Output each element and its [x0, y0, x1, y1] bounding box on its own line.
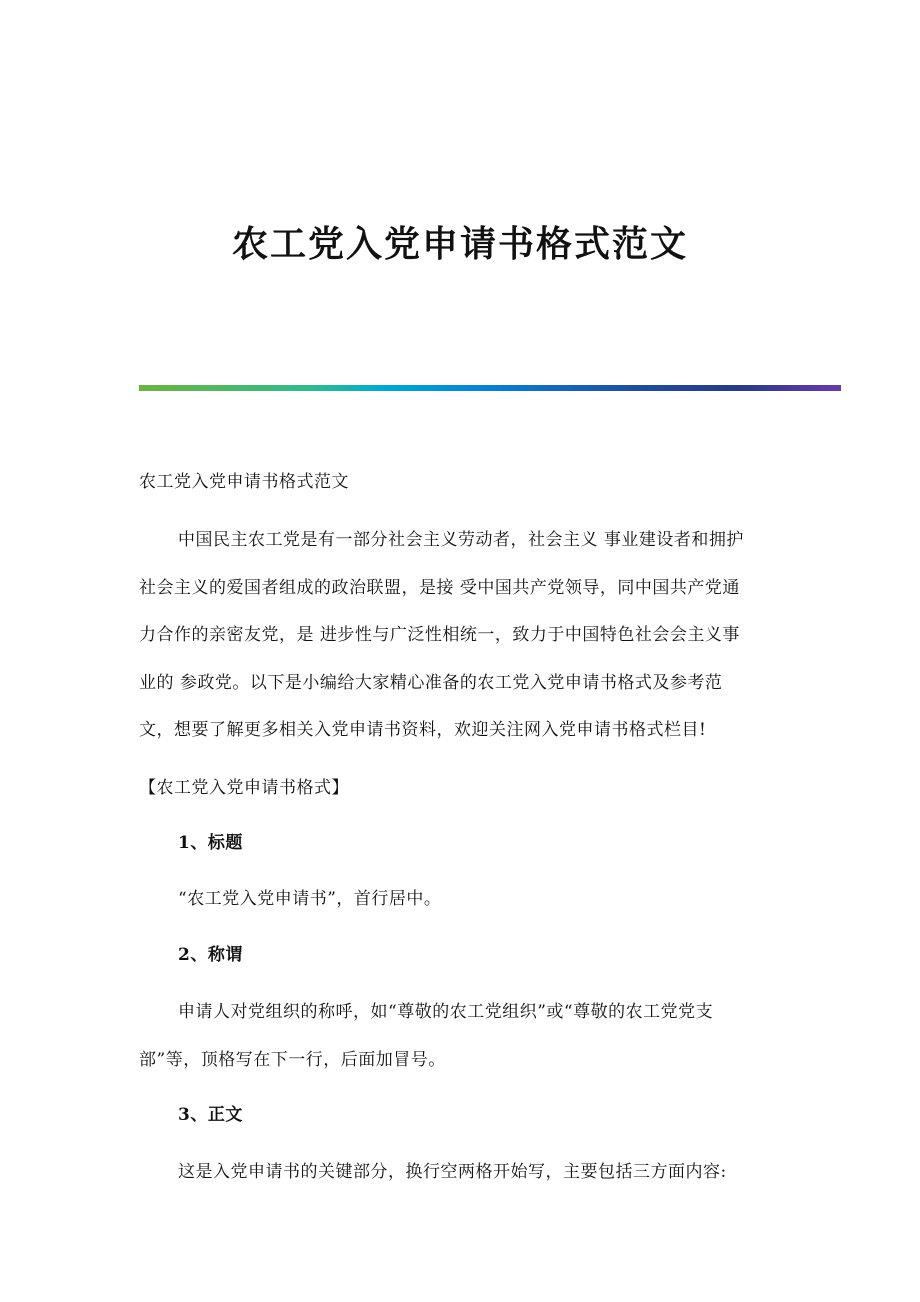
item-text: 部”等，顶格写在下一行，后面加冒号。 [139, 1050, 446, 1070]
item-text: 申请人对党组织的称呼，如“尊敬的农工党组织”或“尊敬的农工党党支 [178, 1002, 714, 1022]
item-heading: 1、标题 [178, 833, 243, 853]
intro-line: 社会主义的爱国者组成的政治联盟，是接 受中国共产党领导，同中国共产党通 [139, 578, 740, 598]
item-heading: 2、称谓 [178, 945, 243, 965]
subtitle: 农工党入党申请书格式范文 [139, 472, 349, 492]
intro-line: 业的 参政党。以下是小编给大家精心准备的农工党入党申请书格式及参考范 [139, 673, 723, 693]
item-heading: 3、正文 [178, 1105, 243, 1125]
item-text: 这是入党申请书的关键部分，换行空两格开始写，主要包括三方面内容: [178, 1162, 727, 1182]
intro-line: 文，想要了解更多相关入党申请书资料，欢迎关注网入党申请书格式栏目! [139, 720, 707, 740]
intro-line: 力合作的亲密友党，是 进步性与广泛性相统一，致力于中国特色社会会主义事 [139, 625, 740, 645]
section-heading: 【农工党入党申请书格式】 [139, 778, 349, 798]
document-title: 农工党入党申请书格式范文 [231, 223, 688, 265]
gradient-divider [139, 385, 841, 391]
item-text: “农工党入党申请书”，首行居中。 [178, 889, 442, 909]
intro-line: 中国民主农工党是有一部分社会主义劳动者，社会主义 事业建设者和拥护 [178, 530, 744, 550]
